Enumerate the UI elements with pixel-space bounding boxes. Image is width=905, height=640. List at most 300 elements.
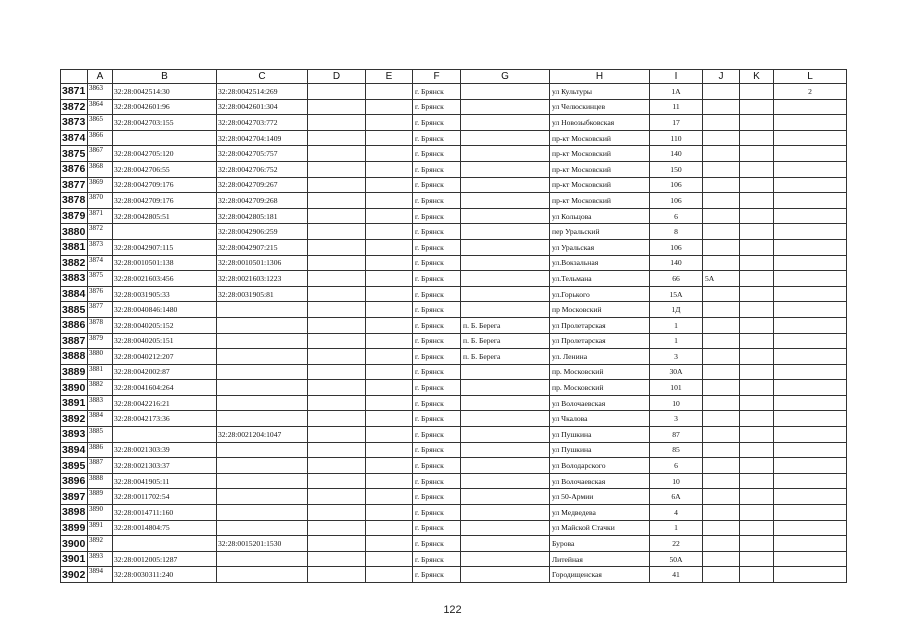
cell-i[interactable]: 6 bbox=[650, 458, 703, 474]
cell-j[interactable] bbox=[703, 239, 740, 255]
cell-b[interactable]: 32:28:0042703:155 bbox=[113, 115, 217, 131]
cell-b[interactable]: 32:28:0042002:87 bbox=[113, 364, 217, 380]
cell-j[interactable] bbox=[703, 130, 740, 146]
cell-j[interactable] bbox=[703, 520, 740, 536]
cell-a[interactable]: 3880 bbox=[88, 349, 113, 365]
cell-l[interactable] bbox=[774, 473, 847, 489]
cell-d[interactable] bbox=[308, 224, 366, 240]
cell-k[interactable] bbox=[740, 551, 774, 567]
cell-b[interactable]: 32:28:0012005:1287 bbox=[113, 551, 217, 567]
cell-d[interactable] bbox=[308, 146, 366, 162]
cell-b[interactable]: 32:28:0042601:96 bbox=[113, 99, 217, 115]
cell-h[interactable]: ул Чкалова bbox=[550, 411, 650, 427]
cell-b[interactable] bbox=[113, 224, 217, 240]
cell-g[interactable] bbox=[461, 442, 550, 458]
cell-e[interactable] bbox=[366, 177, 413, 193]
cell-k[interactable] bbox=[740, 395, 774, 411]
column-header-l[interactable]: L bbox=[774, 70, 847, 84]
cell-j[interactable] bbox=[703, 302, 740, 318]
cell-c[interactable]: 32:28:0021603:1223 bbox=[217, 271, 308, 287]
row-number[interactable]: 3875 bbox=[61, 146, 88, 162]
cell-f[interactable]: г. Брянск bbox=[413, 99, 461, 115]
cell-h[interactable]: ул Володарского bbox=[550, 458, 650, 474]
cell-f[interactable]: г. Брянск bbox=[413, 286, 461, 302]
cell-k[interactable] bbox=[740, 520, 774, 536]
cell-f[interactable]: г. Брянск bbox=[413, 520, 461, 536]
row-number[interactable]: 3900 bbox=[61, 536, 88, 552]
row-number[interactable]: 3902 bbox=[61, 567, 88, 583]
cell-c[interactable] bbox=[217, 520, 308, 536]
cell-b[interactable]: 32:28:0042173:36 bbox=[113, 411, 217, 427]
cell-b[interactable]: 32:28:0042705:120 bbox=[113, 146, 217, 162]
cell-a[interactable]: 3894 bbox=[88, 567, 113, 583]
cell-g[interactable] bbox=[461, 458, 550, 474]
cell-b[interactable]: 32:28:0042709:176 bbox=[113, 193, 217, 209]
cell-j[interactable] bbox=[703, 286, 740, 302]
cell-k[interactable] bbox=[740, 239, 774, 255]
cell-a[interactable]: 3872 bbox=[88, 224, 113, 240]
cell-d[interactable] bbox=[308, 489, 366, 505]
row-number[interactable]: 3882 bbox=[61, 255, 88, 271]
cell-j[interactable] bbox=[703, 177, 740, 193]
cell-h[interactable]: ул Пушкина bbox=[550, 442, 650, 458]
cell-b[interactable]: 32:28:0042216:21 bbox=[113, 395, 217, 411]
cell-j[interactable] bbox=[703, 551, 740, 567]
cell-j[interactable] bbox=[703, 505, 740, 521]
cell-c[interactable] bbox=[217, 551, 308, 567]
cell-i[interactable]: 66 bbox=[650, 271, 703, 287]
row-number[interactable]: 3878 bbox=[61, 193, 88, 209]
cell-l[interactable] bbox=[774, 130, 847, 146]
cell-h[interactable]: пер Уральский bbox=[550, 224, 650, 240]
cell-k[interactable] bbox=[740, 286, 774, 302]
cell-f[interactable]: г. Брянск bbox=[413, 458, 461, 474]
row-number[interactable]: 3899 bbox=[61, 520, 88, 536]
cell-g[interactable] bbox=[461, 302, 550, 318]
cell-a[interactable]: 3871 bbox=[88, 208, 113, 224]
cell-i[interactable]: 85 bbox=[650, 442, 703, 458]
cell-d[interactable] bbox=[308, 505, 366, 521]
cell-a[interactable]: 3864 bbox=[88, 99, 113, 115]
cell-d[interactable] bbox=[308, 130, 366, 146]
cell-e[interactable] bbox=[366, 551, 413, 567]
cell-k[interactable] bbox=[740, 224, 774, 240]
cell-b[interactable]: 32:28:0042805:51 bbox=[113, 208, 217, 224]
cell-d[interactable] bbox=[308, 333, 366, 349]
cell-d[interactable] bbox=[308, 317, 366, 333]
cell-j[interactable] bbox=[703, 193, 740, 209]
cell-a[interactable]: 3867 bbox=[88, 146, 113, 162]
cell-c[interactable] bbox=[217, 567, 308, 583]
cell-a[interactable]: 3884 bbox=[88, 411, 113, 427]
column-header-g[interactable]: G bbox=[461, 70, 550, 84]
cell-e[interactable] bbox=[366, 161, 413, 177]
cell-a[interactable]: 3882 bbox=[88, 380, 113, 396]
cell-l[interactable] bbox=[774, 349, 847, 365]
cell-b[interactable] bbox=[113, 130, 217, 146]
cell-g[interactable]: п. Б. Берега bbox=[461, 317, 550, 333]
cell-g[interactable] bbox=[461, 193, 550, 209]
cell-c[interactable]: 32:28:0042907:215 bbox=[217, 239, 308, 255]
cell-k[interactable] bbox=[740, 473, 774, 489]
cell-h[interactable]: пр-кт Московский bbox=[550, 193, 650, 209]
cell-j[interactable] bbox=[703, 317, 740, 333]
column-header-a[interactable]: A bbox=[88, 70, 113, 84]
cell-g[interactable] bbox=[461, 427, 550, 443]
cell-i[interactable]: 150 bbox=[650, 161, 703, 177]
cell-i[interactable]: 50А bbox=[650, 551, 703, 567]
cell-k[interactable] bbox=[740, 317, 774, 333]
row-number[interactable]: 3898 bbox=[61, 505, 88, 521]
cell-k[interactable] bbox=[740, 177, 774, 193]
cell-f[interactable]: г. Брянск bbox=[413, 239, 461, 255]
cell-j[interactable] bbox=[703, 255, 740, 271]
cell-c[interactable]: 32:28:0042514:269 bbox=[217, 84, 308, 100]
cell-f[interactable]: г. Брянск bbox=[413, 302, 461, 318]
cell-g[interactable] bbox=[461, 115, 550, 131]
cell-a[interactable]: 3888 bbox=[88, 473, 113, 489]
cell-b[interactable]: 32:28:0031905:33 bbox=[113, 286, 217, 302]
cell-e[interactable] bbox=[366, 505, 413, 521]
cell-l[interactable] bbox=[774, 505, 847, 521]
row-number[interactable]: 3897 bbox=[61, 489, 88, 505]
cell-i[interactable]: 110 bbox=[650, 130, 703, 146]
cell-c[interactable]: 32:28:0010501:1306 bbox=[217, 255, 308, 271]
cell-a[interactable]: 3877 bbox=[88, 302, 113, 318]
cell-f[interactable]: г. Брянск bbox=[413, 567, 461, 583]
cell-h[interactable]: ул. Ленина bbox=[550, 349, 650, 365]
row-number[interactable]: 3895 bbox=[61, 458, 88, 474]
cell-e[interactable] bbox=[366, 427, 413, 443]
cell-h[interactable]: Литейная bbox=[550, 551, 650, 567]
cell-g[interactable] bbox=[461, 84, 550, 100]
cell-f[interactable]: г. Брянск bbox=[413, 161, 461, 177]
cell-h[interactable]: ул Медведева bbox=[550, 505, 650, 521]
cell-f[interactable]: г. Брянск bbox=[413, 317, 461, 333]
cell-a[interactable]: 3885 bbox=[88, 427, 113, 443]
row-number[interactable]: 3887 bbox=[61, 333, 88, 349]
cell-d[interactable] bbox=[308, 395, 366, 411]
cell-j[interactable] bbox=[703, 411, 740, 427]
row-number[interactable]: 3879 bbox=[61, 208, 88, 224]
column-header-h[interactable]: H bbox=[550, 70, 650, 84]
cell-b[interactable]: 32:28:0040205:151 bbox=[113, 333, 217, 349]
cell-f[interactable]: г. Брянск bbox=[413, 395, 461, 411]
cell-k[interactable] bbox=[740, 146, 774, 162]
cell-d[interactable] bbox=[308, 364, 366, 380]
row-number[interactable]: 3893 bbox=[61, 427, 88, 443]
cell-l[interactable] bbox=[774, 364, 847, 380]
cell-c[interactable] bbox=[217, 411, 308, 427]
cell-k[interactable] bbox=[740, 115, 774, 131]
cell-c[interactable] bbox=[217, 458, 308, 474]
cell-l[interactable] bbox=[774, 380, 847, 396]
cell-l[interactable]: 2 bbox=[774, 84, 847, 100]
cell-g[interactable] bbox=[461, 505, 550, 521]
cell-j[interactable] bbox=[703, 161, 740, 177]
row-number[interactable]: 3884 bbox=[61, 286, 88, 302]
cell-c[interactable]: 32:28:0031905:81 bbox=[217, 286, 308, 302]
cell-h[interactable]: ул.Горького bbox=[550, 286, 650, 302]
cell-l[interactable] bbox=[774, 193, 847, 209]
cell-i[interactable]: 1 bbox=[650, 520, 703, 536]
cell-h[interactable]: ул Волочаевская bbox=[550, 473, 650, 489]
cell-b[interactable] bbox=[113, 427, 217, 443]
column-header-c[interactable]: C bbox=[217, 70, 308, 84]
cell-k[interactable] bbox=[740, 193, 774, 209]
cell-i[interactable]: 8 bbox=[650, 224, 703, 240]
column-header-i[interactable]: I bbox=[650, 70, 703, 84]
cell-j[interactable] bbox=[703, 427, 740, 443]
cell-g[interactable] bbox=[461, 536, 550, 552]
cell-j[interactable] bbox=[703, 115, 740, 131]
cell-f[interactable]: г. Брянск bbox=[413, 489, 461, 505]
cell-f[interactable]: г. Брянск bbox=[413, 349, 461, 365]
cell-g[interactable] bbox=[461, 161, 550, 177]
cell-i[interactable]: 106 bbox=[650, 193, 703, 209]
cell-a[interactable]: 3881 bbox=[88, 364, 113, 380]
cell-c[interactable]: 32:28:0042705:757 bbox=[217, 146, 308, 162]
row-number[interactable]: 3877 bbox=[61, 177, 88, 193]
cell-b[interactable]: 32:28:0010501:138 bbox=[113, 255, 217, 271]
row-number[interactable]: 3892 bbox=[61, 411, 88, 427]
cell-l[interactable] bbox=[774, 333, 847, 349]
row-number[interactable]: 3894 bbox=[61, 442, 88, 458]
cell-j[interactable] bbox=[703, 567, 740, 583]
cell-d[interactable] bbox=[308, 536, 366, 552]
cell-g[interactable] bbox=[461, 364, 550, 380]
cell-c[interactable]: 32:28:0042709:267 bbox=[217, 177, 308, 193]
column-header-j[interactable]: J bbox=[703, 70, 740, 84]
cell-k[interactable] bbox=[740, 505, 774, 521]
cell-g[interactable] bbox=[461, 473, 550, 489]
cell-c[interactable] bbox=[217, 349, 308, 365]
cell-g[interactable] bbox=[461, 130, 550, 146]
cell-g[interactable]: п. Б. Берега bbox=[461, 349, 550, 365]
cell-i[interactable]: 11 bbox=[650, 99, 703, 115]
cell-e[interactable] bbox=[366, 99, 413, 115]
cell-k[interactable] bbox=[740, 255, 774, 271]
cell-h[interactable]: ул Волочаевская bbox=[550, 395, 650, 411]
cell-a[interactable]: 3865 bbox=[88, 115, 113, 131]
cell-a[interactable]: 3879 bbox=[88, 333, 113, 349]
cell-b[interactable]: 32:28:0021303:37 bbox=[113, 458, 217, 474]
cell-h[interactable]: ул.Тельмана bbox=[550, 271, 650, 287]
cell-l[interactable] bbox=[774, 427, 847, 443]
cell-l[interactable] bbox=[774, 271, 847, 287]
cell-a[interactable]: 3873 bbox=[88, 239, 113, 255]
cell-e[interactable] bbox=[366, 473, 413, 489]
cell-i[interactable]: 1А bbox=[650, 84, 703, 100]
cell-d[interactable] bbox=[308, 177, 366, 193]
row-number[interactable]: 3876 bbox=[61, 161, 88, 177]
cell-i[interactable]: 3 bbox=[650, 349, 703, 365]
cell-e[interactable] bbox=[366, 442, 413, 458]
cell-c[interactable]: 32:28:0015201:1530 bbox=[217, 536, 308, 552]
cell-b[interactable]: 32:28:0042907:115 bbox=[113, 239, 217, 255]
cell-k[interactable] bbox=[740, 411, 774, 427]
cell-c[interactable] bbox=[217, 442, 308, 458]
cell-f[interactable]: г. Брянск bbox=[413, 473, 461, 489]
cell-c[interactable]: 32:28:0042704:1409 bbox=[217, 130, 308, 146]
cell-l[interactable] bbox=[774, 208, 847, 224]
cell-e[interactable] bbox=[366, 411, 413, 427]
cell-k[interactable] bbox=[740, 536, 774, 552]
cell-f[interactable]: г. Брянск bbox=[413, 505, 461, 521]
cell-l[interactable] bbox=[774, 442, 847, 458]
cell-b[interactable]: 32:28:0014804:75 bbox=[113, 520, 217, 536]
cell-a[interactable]: 3876 bbox=[88, 286, 113, 302]
cell-d[interactable] bbox=[308, 271, 366, 287]
cell-j[interactable] bbox=[703, 333, 740, 349]
cell-c[interactable] bbox=[217, 333, 308, 349]
cell-g[interactable] bbox=[461, 489, 550, 505]
cell-f[interactable]: г. Брянск bbox=[413, 427, 461, 443]
cell-h[interactable]: пр-кт Московский bbox=[550, 161, 650, 177]
cell-e[interactable] bbox=[366, 349, 413, 365]
cell-f[interactable]: г. Брянск bbox=[413, 255, 461, 271]
cell-d[interactable] bbox=[308, 458, 366, 474]
cell-k[interactable] bbox=[740, 84, 774, 100]
cell-j[interactable]: 5А bbox=[703, 271, 740, 287]
cell-e[interactable] bbox=[366, 520, 413, 536]
cell-g[interactable] bbox=[461, 567, 550, 583]
cell-i[interactable]: 6 bbox=[650, 208, 703, 224]
cell-h[interactable]: пр. Московский bbox=[550, 380, 650, 396]
cell-d[interactable] bbox=[308, 208, 366, 224]
cell-i[interactable]: 140 bbox=[650, 255, 703, 271]
cell-k[interactable] bbox=[740, 567, 774, 583]
cell-h[interactable]: ул 50-Армии bbox=[550, 489, 650, 505]
cell-h[interactable]: Городищенская bbox=[550, 567, 650, 583]
cell-c[interactable]: 32:28:0042709:268 bbox=[217, 193, 308, 209]
cell-g[interactable] bbox=[461, 551, 550, 567]
cell-c[interactable]: 32:28:0042706:752 bbox=[217, 161, 308, 177]
cell-l[interactable] bbox=[774, 255, 847, 271]
cell-a[interactable]: 3886 bbox=[88, 442, 113, 458]
cell-k[interactable] bbox=[740, 130, 774, 146]
cell-e[interactable] bbox=[366, 271, 413, 287]
cell-k[interactable] bbox=[740, 271, 774, 287]
cell-c[interactable] bbox=[217, 364, 308, 380]
cell-d[interactable] bbox=[308, 567, 366, 583]
row-number[interactable]: 3901 bbox=[61, 551, 88, 567]
cell-i[interactable]: 1 bbox=[650, 317, 703, 333]
cell-k[interactable] bbox=[740, 333, 774, 349]
cell-g[interactable] bbox=[461, 177, 550, 193]
cell-g[interactable] bbox=[461, 239, 550, 255]
cell-j[interactable] bbox=[703, 364, 740, 380]
cell-j[interactable] bbox=[703, 224, 740, 240]
cell-a[interactable]: 3878 bbox=[88, 317, 113, 333]
cell-h[interactable]: ул Челюскинцев bbox=[550, 99, 650, 115]
cell-j[interactable] bbox=[703, 84, 740, 100]
cell-j[interactable] bbox=[703, 99, 740, 115]
cell-d[interactable] bbox=[308, 161, 366, 177]
row-number[interactable]: 3886 bbox=[61, 317, 88, 333]
cell-a[interactable]: 3891 bbox=[88, 520, 113, 536]
cell-i[interactable]: 10 bbox=[650, 395, 703, 411]
cell-c[interactable]: 32:28:0042805:181 bbox=[217, 208, 308, 224]
cell-e[interactable] bbox=[366, 239, 413, 255]
cell-g[interactable] bbox=[461, 224, 550, 240]
cell-h[interactable]: ул Культуры bbox=[550, 84, 650, 100]
cell-f[interactable]: г. Брянск bbox=[413, 84, 461, 100]
row-number[interactable]: 3885 bbox=[61, 302, 88, 318]
cell-h[interactable]: ул Пушкина bbox=[550, 427, 650, 443]
cell-a[interactable]: 3889 bbox=[88, 489, 113, 505]
cell-g[interactable] bbox=[461, 255, 550, 271]
cell-i[interactable]: 87 bbox=[650, 427, 703, 443]
cell-a[interactable]: 3863 bbox=[88, 84, 113, 100]
cell-j[interactable] bbox=[703, 442, 740, 458]
row-number[interactable]: 3888 bbox=[61, 349, 88, 365]
cell-f[interactable]: г. Брянск bbox=[413, 271, 461, 287]
cell-g[interactable] bbox=[461, 520, 550, 536]
cell-l[interactable] bbox=[774, 146, 847, 162]
cell-j[interactable] bbox=[703, 458, 740, 474]
column-header-f[interactable]: F bbox=[413, 70, 461, 84]
cell-i[interactable]: 1 bbox=[650, 333, 703, 349]
cell-c[interactable]: 32:28:0021204:1047 bbox=[217, 427, 308, 443]
cell-b[interactable]: 32:28:0040846:1480 bbox=[113, 302, 217, 318]
cell-k[interactable] bbox=[740, 208, 774, 224]
cell-g[interactable] bbox=[461, 395, 550, 411]
cell-h[interactable]: ул Новозыбковская bbox=[550, 115, 650, 131]
cell-f[interactable]: г. Брянск bbox=[413, 364, 461, 380]
cell-i[interactable]: 6А bbox=[650, 489, 703, 505]
cell-f[interactable]: г. Брянск bbox=[413, 536, 461, 552]
cell-b[interactable]: 32:28:0042709:176 bbox=[113, 177, 217, 193]
cell-i[interactable]: 4 bbox=[650, 505, 703, 521]
cell-j[interactable] bbox=[703, 489, 740, 505]
cell-l[interactable] bbox=[774, 317, 847, 333]
cell-j[interactable] bbox=[703, 380, 740, 396]
cell-e[interactable] bbox=[366, 333, 413, 349]
cell-c[interactable]: 32:28:0042601:304 bbox=[217, 99, 308, 115]
cell-l[interactable] bbox=[774, 520, 847, 536]
cell-l[interactable] bbox=[774, 239, 847, 255]
cell-e[interactable] bbox=[366, 130, 413, 146]
cell-d[interactable] bbox=[308, 411, 366, 427]
cell-d[interactable] bbox=[308, 99, 366, 115]
cell-b[interactable]: 32:28:0042706:55 bbox=[113, 161, 217, 177]
cell-b[interactable]: 32:28:0041604:264 bbox=[113, 380, 217, 396]
cell-k[interactable] bbox=[740, 489, 774, 505]
row-number[interactable]: 3889 bbox=[61, 364, 88, 380]
row-number[interactable]: 3872 bbox=[61, 99, 88, 115]
cell-a[interactable]: 3874 bbox=[88, 255, 113, 271]
cell-f[interactable]: г. Брянск bbox=[413, 380, 461, 396]
cell-d[interactable] bbox=[308, 520, 366, 536]
cell-h[interactable]: ул Кольцова bbox=[550, 208, 650, 224]
cell-e[interactable] bbox=[366, 193, 413, 209]
cell-g[interactable]: п. Б. Берега bbox=[461, 333, 550, 349]
cell-b[interactable]: 32:28:0021603:456 bbox=[113, 271, 217, 287]
cell-b[interactable]: 32:28:0042514:30 bbox=[113, 84, 217, 100]
cell-h[interactable]: Бурова bbox=[550, 536, 650, 552]
cell-d[interactable] bbox=[308, 255, 366, 271]
cell-i[interactable]: 15А bbox=[650, 286, 703, 302]
cell-l[interactable] bbox=[774, 567, 847, 583]
cell-d[interactable] bbox=[308, 551, 366, 567]
cell-i[interactable]: 101 bbox=[650, 380, 703, 396]
cell-i[interactable]: 41 bbox=[650, 567, 703, 583]
cell-k[interactable] bbox=[740, 442, 774, 458]
cell-b[interactable]: 32:28:0040205:152 bbox=[113, 317, 217, 333]
cell-d[interactable] bbox=[308, 115, 366, 131]
cell-e[interactable] bbox=[366, 317, 413, 333]
